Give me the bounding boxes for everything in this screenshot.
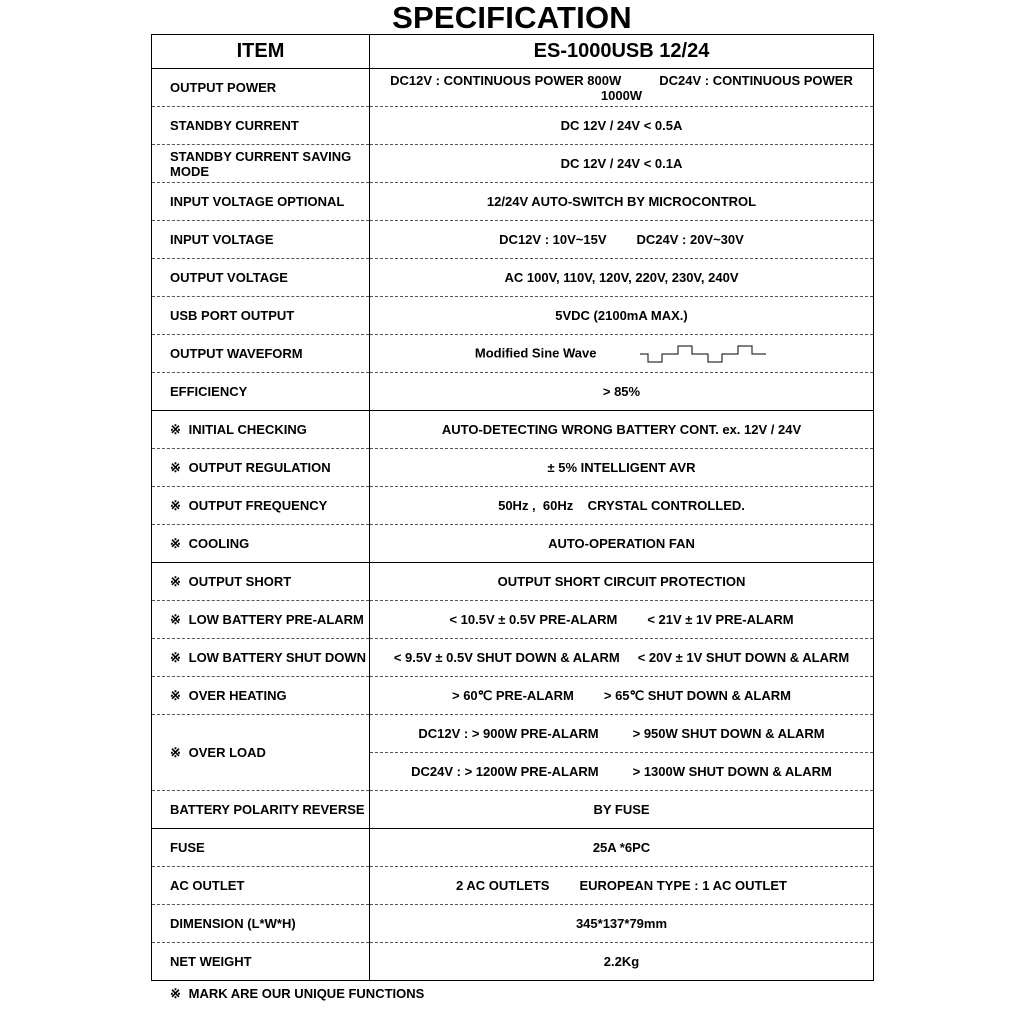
value-part: DC12V : 10V~15V — [499, 232, 607, 247]
value-part: Modified Sine Wave — [474, 344, 597, 360]
table-row — [152, 943, 874, 981]
row-value — [370, 715, 874, 753]
value-part: < 20V ± 1V SHUT DOWN & ALARM — [637, 650, 850, 665]
row-label: OUTPUT POWER — [152, 69, 370, 107]
row-label: INPUT VOLTAGE — [152, 221, 370, 259]
row-value: AC 100V, 110V, 120V, 220V, 230V, 240V — [370, 259, 874, 297]
value-part: > 60℃ PRE-ALARM — [452, 687, 574, 703]
page-title: SPECIFICATION — [392, 0, 632, 35]
row-label: ※ OUTPUT SHORT — [152, 563, 370, 601]
row-label: BATTERY POLARITY REVERSE — [152, 791, 370, 829]
row-value: DC 12V / 24V < 0.1A — [370, 145, 874, 183]
table-header-row — [152, 35, 874, 69]
unique-mark-icon: ※ — [170, 497, 181, 513]
row-label: DIMENSION (L*W*H) — [152, 905, 370, 943]
table-row — [152, 563, 874, 601]
table-row — [152, 677, 874, 715]
unique-mark-icon: ※ — [170, 986, 181, 1001]
row-label: ※ OUTPUT FREQUENCY — [152, 487, 370, 525]
row-value: BY FUSE — [370, 791, 874, 829]
row-label: USB PORT OUTPUT — [152, 297, 370, 335]
value-part: 2 AC OUTLETS — [456, 878, 550, 893]
header-item: ITEM — [152, 35, 370, 69]
row-label: ※ LOW BATTERY SHUT DOWN — [152, 639, 370, 677]
table-row — [152, 487, 874, 525]
unique-mark-icon: ※ — [170, 687, 181, 703]
value-part: DC24V : CONTINUOUS POWER 1000W — [600, 72, 853, 103]
row-label: FUSE — [152, 829, 370, 867]
table-row — [152, 373, 874, 411]
table-row — [152, 525, 874, 563]
row-value: OUTPUT SHORT CIRCUIT PROTECTION — [370, 563, 874, 601]
row-label: ※ OUTPUT REGULATION — [152, 449, 370, 487]
row-value: 2.2Kg — [370, 943, 874, 981]
value-part: > 1300W SHUT DOWN & ALARM — [632, 764, 832, 779]
row-label: INPUT VOLTAGE OPTIONAL — [152, 183, 370, 221]
table-row — [152, 107, 874, 145]
row-label: ※ INITIAL CHECKING — [152, 411, 370, 449]
footnote-text: MARK ARE OUR UNIQUE FUNCTIONS — [188, 986, 425, 1001]
table-row — [152, 145, 874, 183]
row-label: NET WEIGHT — [152, 943, 370, 981]
row-value: ± 5% INTELLIGENT AVR — [370, 449, 874, 487]
table-row — [152, 791, 874, 829]
modified-sine-wave-icon — [638, 342, 768, 366]
row-label: OUTPUT VOLTAGE — [152, 259, 370, 297]
row-value: 25A *6PC — [370, 829, 874, 867]
table-row — [152, 259, 874, 297]
row-value — [370, 677, 874, 715]
row-value — [370, 221, 874, 259]
value-part: < 9.5V ± 0.5V SHUT DOWN & ALARM — [393, 650, 620, 665]
table-row — [152, 449, 874, 487]
row-label: ※ COOLING — [152, 525, 370, 563]
unique-mark-icon: ※ — [170, 573, 181, 589]
value-part: < 21V ± 1V PRE-ALARM — [647, 612, 794, 627]
value-part: EUROPEAN TYPE : 1 AC OUTLET — [579, 878, 787, 893]
row-value — [370, 69, 874, 107]
unique-mark-icon: ※ — [170, 744, 181, 760]
row-label: OUTPUT WAVEFORM — [152, 335, 370, 373]
value-part: DC24V : > 1200W PRE-ALARM — [411, 764, 599, 779]
table-row — [152, 69, 874, 107]
table-row — [152, 639, 874, 677]
row-label: STANDBY CURRENT — [152, 107, 370, 145]
table-row — [152, 221, 874, 259]
footnote — [170, 986, 424, 1002]
row-value — [370, 867, 874, 905]
row-value: AUTO-OPERATION FAN — [370, 525, 874, 563]
table-row — [152, 715, 874, 753]
unique-mark-icon: ※ — [170, 459, 181, 475]
unique-mark-icon: ※ — [170, 421, 181, 437]
row-label: ※ LOW BATTERY PRE-ALARM — [152, 601, 370, 639]
row-value: 50Hz , 60Hz CRYSTAL CONTROLLED. — [370, 487, 874, 525]
unique-mark-icon: ※ — [170, 649, 181, 665]
value-part: > 65℃ SHUT DOWN & ALARM — [603, 687, 791, 703]
row-value: DC 12V / 24V < 0.5A — [370, 107, 874, 145]
row-value — [370, 335, 874, 373]
row-value: > 85% — [370, 373, 874, 411]
table-row — [152, 829, 874, 867]
header-model: ES-1000USB 12/24 — [370, 35, 874, 69]
row-value: AUTO-DETECTING WRONG BATTERY CONT. ex. 12V / 24V — [370, 411, 874, 449]
row-value: 12/24V AUTO-SWITCH BY MICROCONTROL — [370, 183, 874, 221]
unique-mark-icon: ※ — [170, 535, 181, 551]
row-value: 345*137*79mm — [370, 905, 874, 943]
value-part: < 10.5V ± 0.5V PRE-ALARM — [449, 612, 618, 627]
value-part: DC12V : CONTINUOUS POWER 800W — [390, 72, 622, 88]
table-row — [152, 335, 874, 373]
row-label: ※ OVER HEATING — [152, 677, 370, 715]
unique-mark-icon: ※ — [170, 611, 181, 627]
value-part: DC12V : > 900W PRE-ALARM — [418, 726, 599, 741]
row-value — [370, 753, 874, 791]
table-row — [152, 867, 874, 905]
spec-table — [151, 34, 874, 981]
row-label: ※ OVER LOAD — [152, 715, 370, 791]
value-part: > 950W SHUT DOWN & ALARM — [632, 726, 825, 741]
row-label: STANDBY CURRENT SAVING MODE — [152, 145, 370, 183]
table-row — [152, 297, 874, 335]
row-label: AC OUTLET — [152, 867, 370, 905]
row-value — [370, 601, 874, 639]
table-row — [152, 411, 874, 449]
row-value — [370, 639, 874, 677]
table-row — [152, 601, 874, 639]
table-row — [152, 183, 874, 221]
value-part: DC24V : 20V~30V — [636, 232, 744, 247]
row-label: EFFICIENCY — [152, 373, 370, 411]
row-value: 5VDC (2100mA MAX.) — [370, 297, 874, 335]
table-row — [152, 905, 874, 943]
